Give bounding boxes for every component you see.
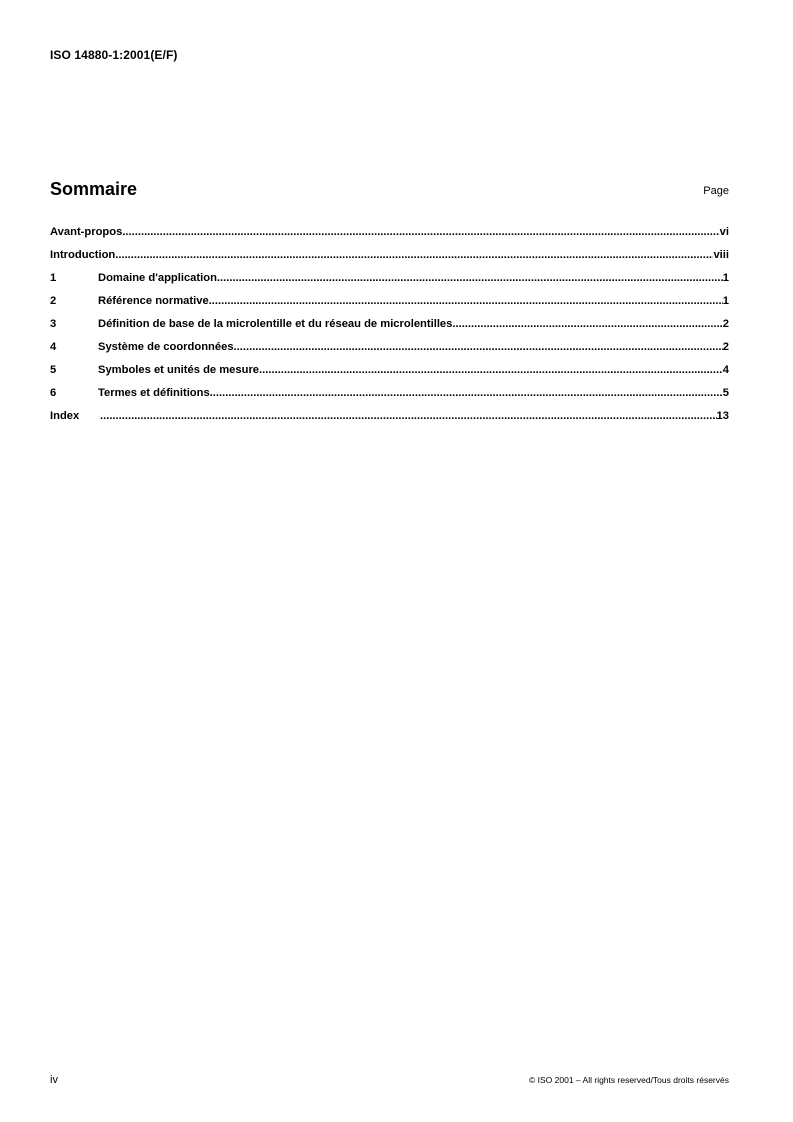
toc-entry-number: 5 bbox=[50, 364, 57, 376]
toc-dot-leader bbox=[217, 272, 723, 284]
toc-dot-leader bbox=[452, 318, 722, 330]
toc-entry-number: 4 bbox=[50, 341, 57, 353]
toc-entry-text: Avant-propos bbox=[50, 226, 123, 238]
toc-entry-4[interactable] bbox=[50, 341, 729, 364]
toc-entry-number: 6 bbox=[50, 387, 57, 399]
footer-page-number: iv bbox=[50, 1074, 58, 1086]
toc-dot-leader bbox=[234, 341, 723, 353]
toc-dot-leader bbox=[115, 249, 713, 261]
document-id: ISO 14880-1:2001(E/F) bbox=[50, 48, 178, 62]
table-of-contents bbox=[50, 226, 729, 433]
toc-entry-text: Référence normative bbox=[98, 295, 209, 307]
toc-dot-leader bbox=[100, 410, 717, 422]
toc-entry-5[interactable] bbox=[50, 364, 729, 387]
page-footer bbox=[50, 1074, 729, 1090]
toc-entry-2[interactable] bbox=[50, 295, 729, 318]
toc-entry-text: Système de coordonnées bbox=[98, 341, 234, 353]
toc-entry-6[interactable] bbox=[50, 387, 729, 410]
toc-page-column-label: Page bbox=[703, 185, 729, 197]
toc-entry-avant-propos[interactable] bbox=[50, 226, 729, 249]
toc-dot-leader bbox=[259, 364, 723, 376]
toc-entry-text: Symboles et unités de mesure bbox=[98, 364, 260, 376]
toc-entry-number: 3 bbox=[50, 318, 57, 330]
toc-entry-text: Définition de base de la microlentille et du réseau de microlentilles bbox=[98, 318, 453, 330]
toc-entry-number: Index bbox=[50, 410, 80, 422]
toc-entry-page: 1 bbox=[722, 272, 729, 284]
toc-dot-leader bbox=[209, 295, 723, 307]
toc-entry-page: 2 bbox=[722, 318, 729, 330]
toc-entry-1[interactable] bbox=[50, 272, 729, 295]
toc-entry-text: Introduction bbox=[50, 249, 116, 261]
toc-entry-number: 1 bbox=[50, 272, 57, 284]
toc-entry-page: 13 bbox=[716, 410, 729, 422]
toc-entry-page: 4 bbox=[722, 364, 729, 376]
footer-copyright: © ISO 2001 – All rights reserved/Tous droits réservés bbox=[529, 1075, 729, 1085]
toc-entry-page: viii bbox=[713, 249, 729, 261]
toc-entry-text: Domaine d'application bbox=[98, 272, 217, 284]
toc-title: Sommaire bbox=[50, 179, 138, 199]
toc-entry-index[interactable] bbox=[50, 410, 729, 433]
toc-entry-page: 5 bbox=[722, 387, 729, 399]
toc-entry-introduction[interactable] bbox=[50, 249, 729, 272]
toc-entry-3[interactable] bbox=[50, 318, 729, 341]
toc-dot-leader bbox=[122, 226, 719, 238]
toc-entry-page: 1 bbox=[722, 295, 729, 307]
toc-dot-leader bbox=[210, 387, 723, 399]
toc-entry-page: 2 bbox=[722, 341, 729, 353]
toc-heading-row bbox=[50, 176, 729, 200]
toc-entry-number: 2 bbox=[50, 295, 57, 307]
toc-entry-page: vi bbox=[719, 226, 729, 238]
toc-entry-text: Termes et définitions bbox=[98, 387, 210, 399]
